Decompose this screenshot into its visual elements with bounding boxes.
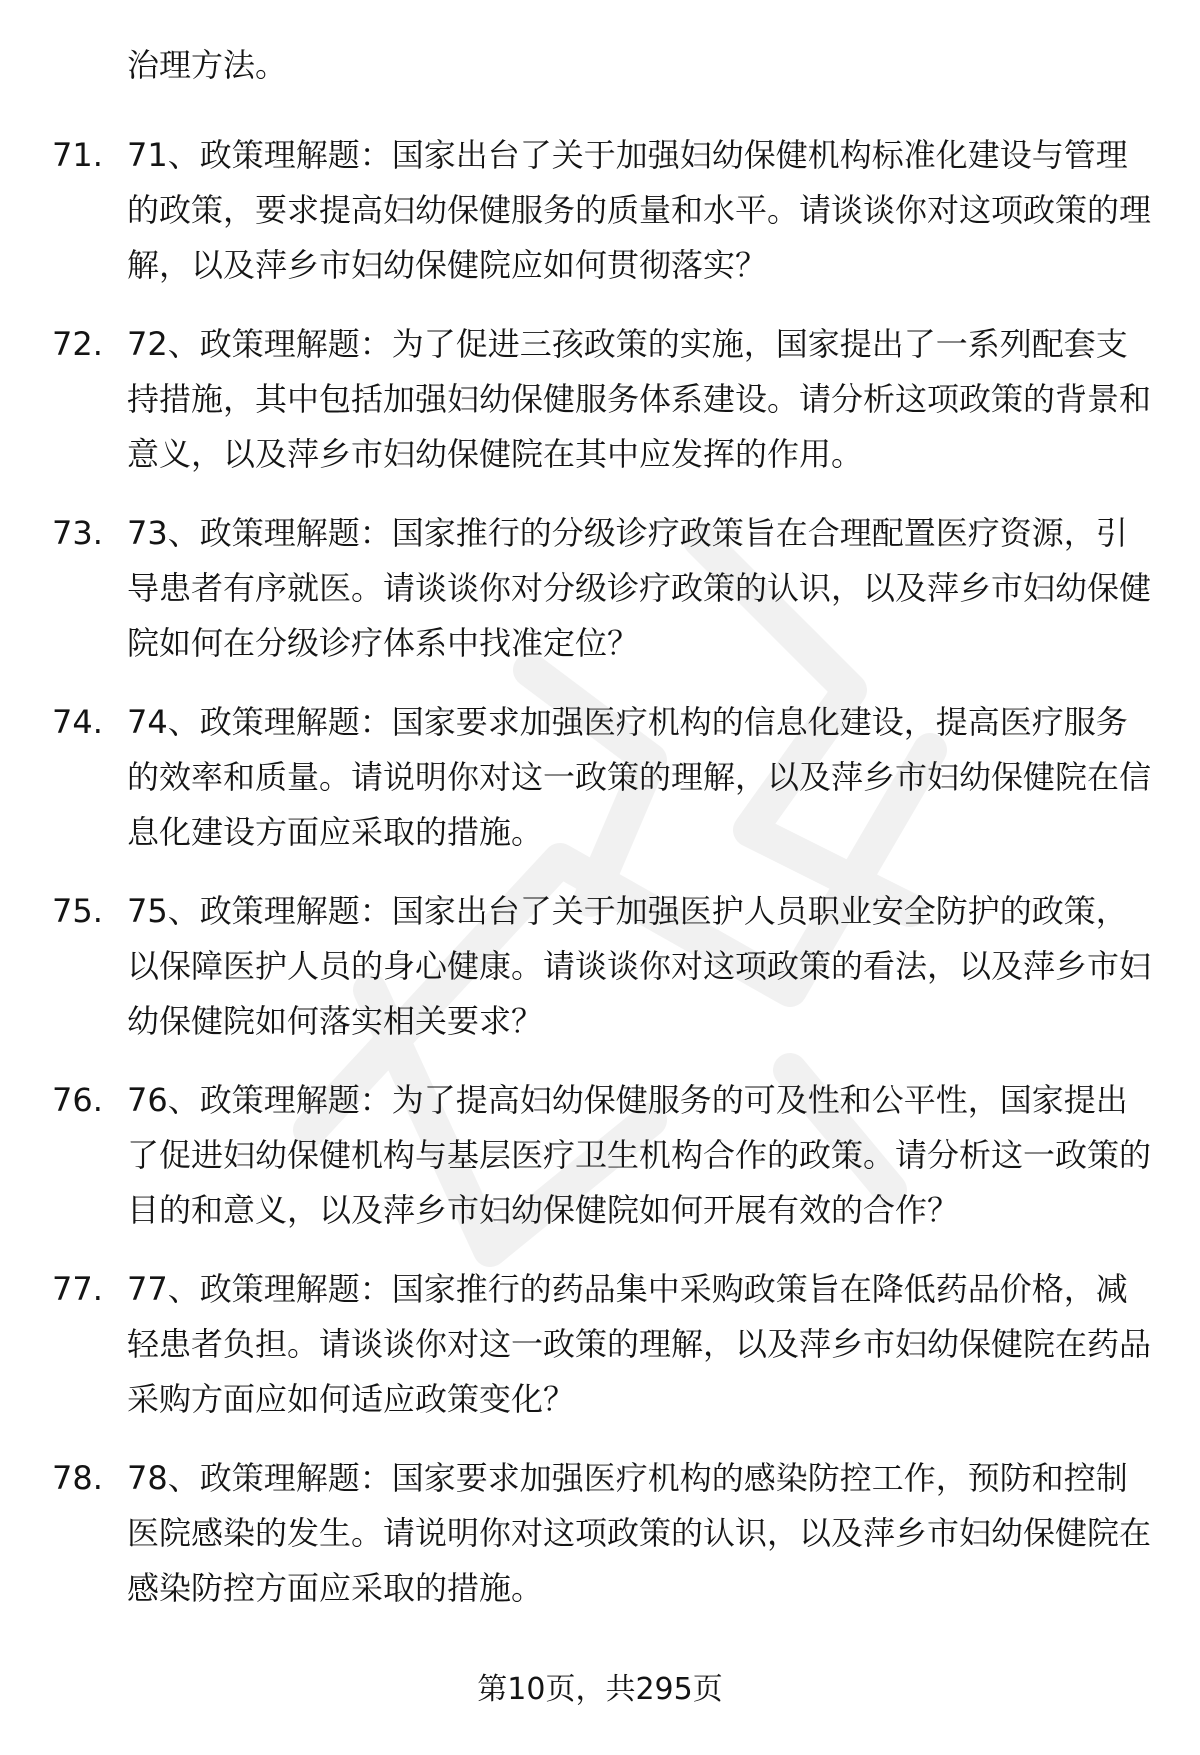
question-text: 73、政策理解题：国家推行的分级诊疗政策旨在合理配置医疗资源，引导患者有序就医。请谈谈你对分级诊疗政策的认识，以及萍乡市妇幼保健院如何在分级诊疗体系中找准定位？ [127,514,1152,662]
question-item [52,884,1152,1049]
question-text: 74、政策理解题：国家要求加强医疗机构的信息化建设，提高医疗服务的效率和质量。请说明你对这一政策的理解，以及萍乡市妇幼保健院在信息化建设方面应采取的措施。 [127,703,1152,851]
question-text: 78、政策理解题：国家要求加强医疗机构的感染防控工作，预防和控制医院感染的发生。请说明你对这项政策的认识，以及萍乡市妇幼保健院在感染防控方面应采取的措施。 [127,1459,1152,1607]
question-text: 71、政策理解题：国家出台了关于加强妇幼保健机构标准化建设与管理的政策，要求提高妇幼保健服务的质量和水平。请谈谈你对这项政策的理解，以及萍乡市妇幼保健院应如何贯彻落实？ [127,136,1152,284]
continued-paragraph: 治理方法。 [127,46,288,84]
question-item [52,317,1152,482]
question-text: 72、政策理解题：为了促进三孩政策的实施，国家提出了一系列配套支持措施，其中包括加强妇幼保健服务体系建设。请分析这项政策的背景和意义，以及萍乡市妇幼保健院在其中应发挥的作用。 [127,325,1152,473]
question-number: 74. [52,703,103,741]
question-number: 75. [52,892,103,930]
question-number: 78. [52,1459,103,1497]
question-item [52,506,1152,671]
question-number: 77. [52,1270,103,1308]
question-item [52,128,1152,293]
question-number: 72. [52,325,103,363]
question-number: 71. [52,136,103,174]
question-text: 76、政策理解题：为了提高妇幼保健服务的可及性和公平性，国家提出了促进妇幼保健机构与基层医疗卫生机构合作的政策。请分析这一政策的目的和意义，以及萍乡市妇幼保健院如何开展有效的合作？ [127,1081,1152,1229]
question-item [52,1451,1152,1616]
question-text: 75、政策理解题：国家出台了关于加强医护人员职业安全防护的政策，以保障医护人员的身心健康。请谈谈你对这项政策的看法，以及萍乡市妇幼保健院如何落实相关要求？ [127,892,1152,1040]
question-list [52,38,1152,1640]
question-item [52,1073,1152,1238]
question-number: 76. [52,1081,103,1119]
question-text: 77、政策理解题：国家推行的药品集中采购政策旨在降低药品价格，减轻患者负担。请谈谈你对这一政策的理解，以及萍乡市妇幼保健院在药品采购方面应如何适应政策变化？ [127,1270,1152,1418]
question-item [52,1262,1152,1427]
page-footer: 第10页，共295页 [477,1672,723,1707]
question-item [52,695,1152,860]
question-number: 73. [52,514,103,552]
